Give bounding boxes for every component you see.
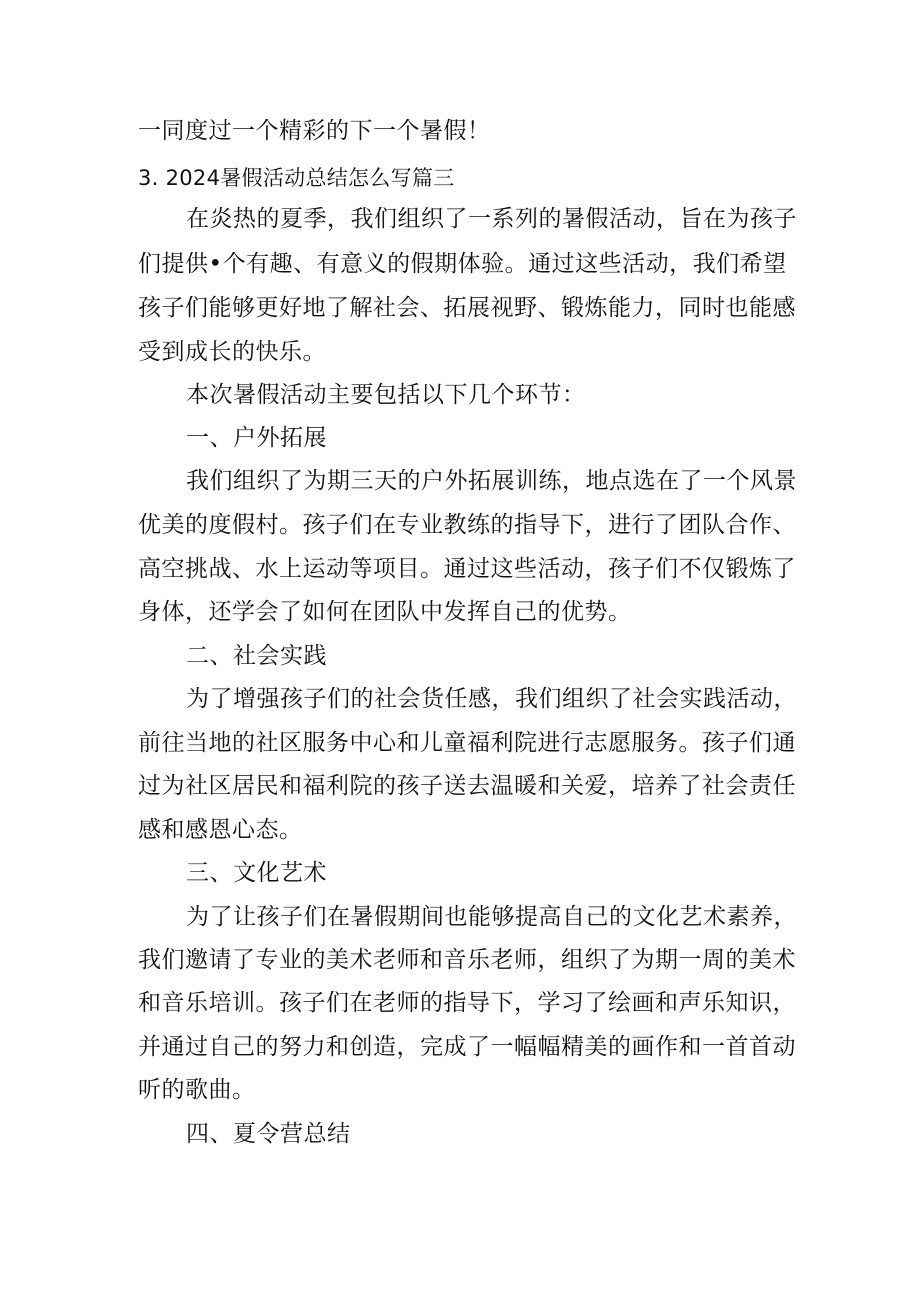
section-heading: 3. 2024暑假活动总结怎么写篇三 [138,166,455,190]
paragraph-line: 为了让孩子们在暑假期间也能够提高自己的文化艺术素养， [186,904,797,930]
paragraph-line: 我们邀请了专业的美术老师和音乐老师，组织了为期一周的美术 [138,947,796,973]
paragraph-line: 为了增强孩子们的社会货任感，我们组织了社会实践活动， [186,686,797,712]
paragraph-line: 高空挑战、水上运动等项目。通过这些活动，孩子们不仅锻炼了 [138,556,796,582]
paragraph-line: 一同度过一个精彩的下一个暑假！ [138,118,491,144]
paragraph-line: 们提供•个有趣、有意义的假期体验。通过这些活动，我们希望 [138,251,787,277]
paragraph-line: 在炎热的夏季，我们组织了一系列的暑假活动，旨在为孩子 [186,206,797,232]
paragraph-line: 优美的度假村。孩子们在专业教练的指导下，进行了团队合作、 [138,512,796,538]
paragraph-line: 我们组织了为期三天的户外拓展训练，地点选在了一个风景 [186,468,797,494]
paragraph-line: 身体，还学会了如何在团队中发挥自己的优势。 [138,599,632,625]
subsection-heading: 一、户外拓展 [186,425,327,451]
paragraph-line: 受到成长的快乐。 [138,339,326,365]
paragraph-line: 本次暑假活动主要包括以下几个环节： [186,382,586,408]
paragraph-line: 前往当地的社区服务中心和儿童福利院进行志愿服务。孩子们通 [138,730,796,756]
paragraph-line: 和音乐培训。孩子们在老师的指导下，学习了绘画和声乐知识， [138,990,796,1016]
paragraph-line: 听的歌曲。 [138,1077,256,1103]
paragraph-line: 并通过自己的努力和创造，完成了一幅幅精美的画作和一首首动 [138,1034,796,1060]
paragraph-line: 过为社区居民和福利院的孩子送去温暖和关爱，培养了社会责任 [138,773,796,799]
paragraph-line: 孩子们能够更好地了解社会、拓展视野、锻炼能力，同时也能感 [138,295,796,321]
subsection-heading: 四、夏令营总结 [186,1121,351,1147]
paragraph-line: 感和感恩心态。 [138,817,303,843]
subsection-heading: 三、文化艺术 [186,860,327,886]
subsection-heading: 二、社会实践 [186,643,327,669]
